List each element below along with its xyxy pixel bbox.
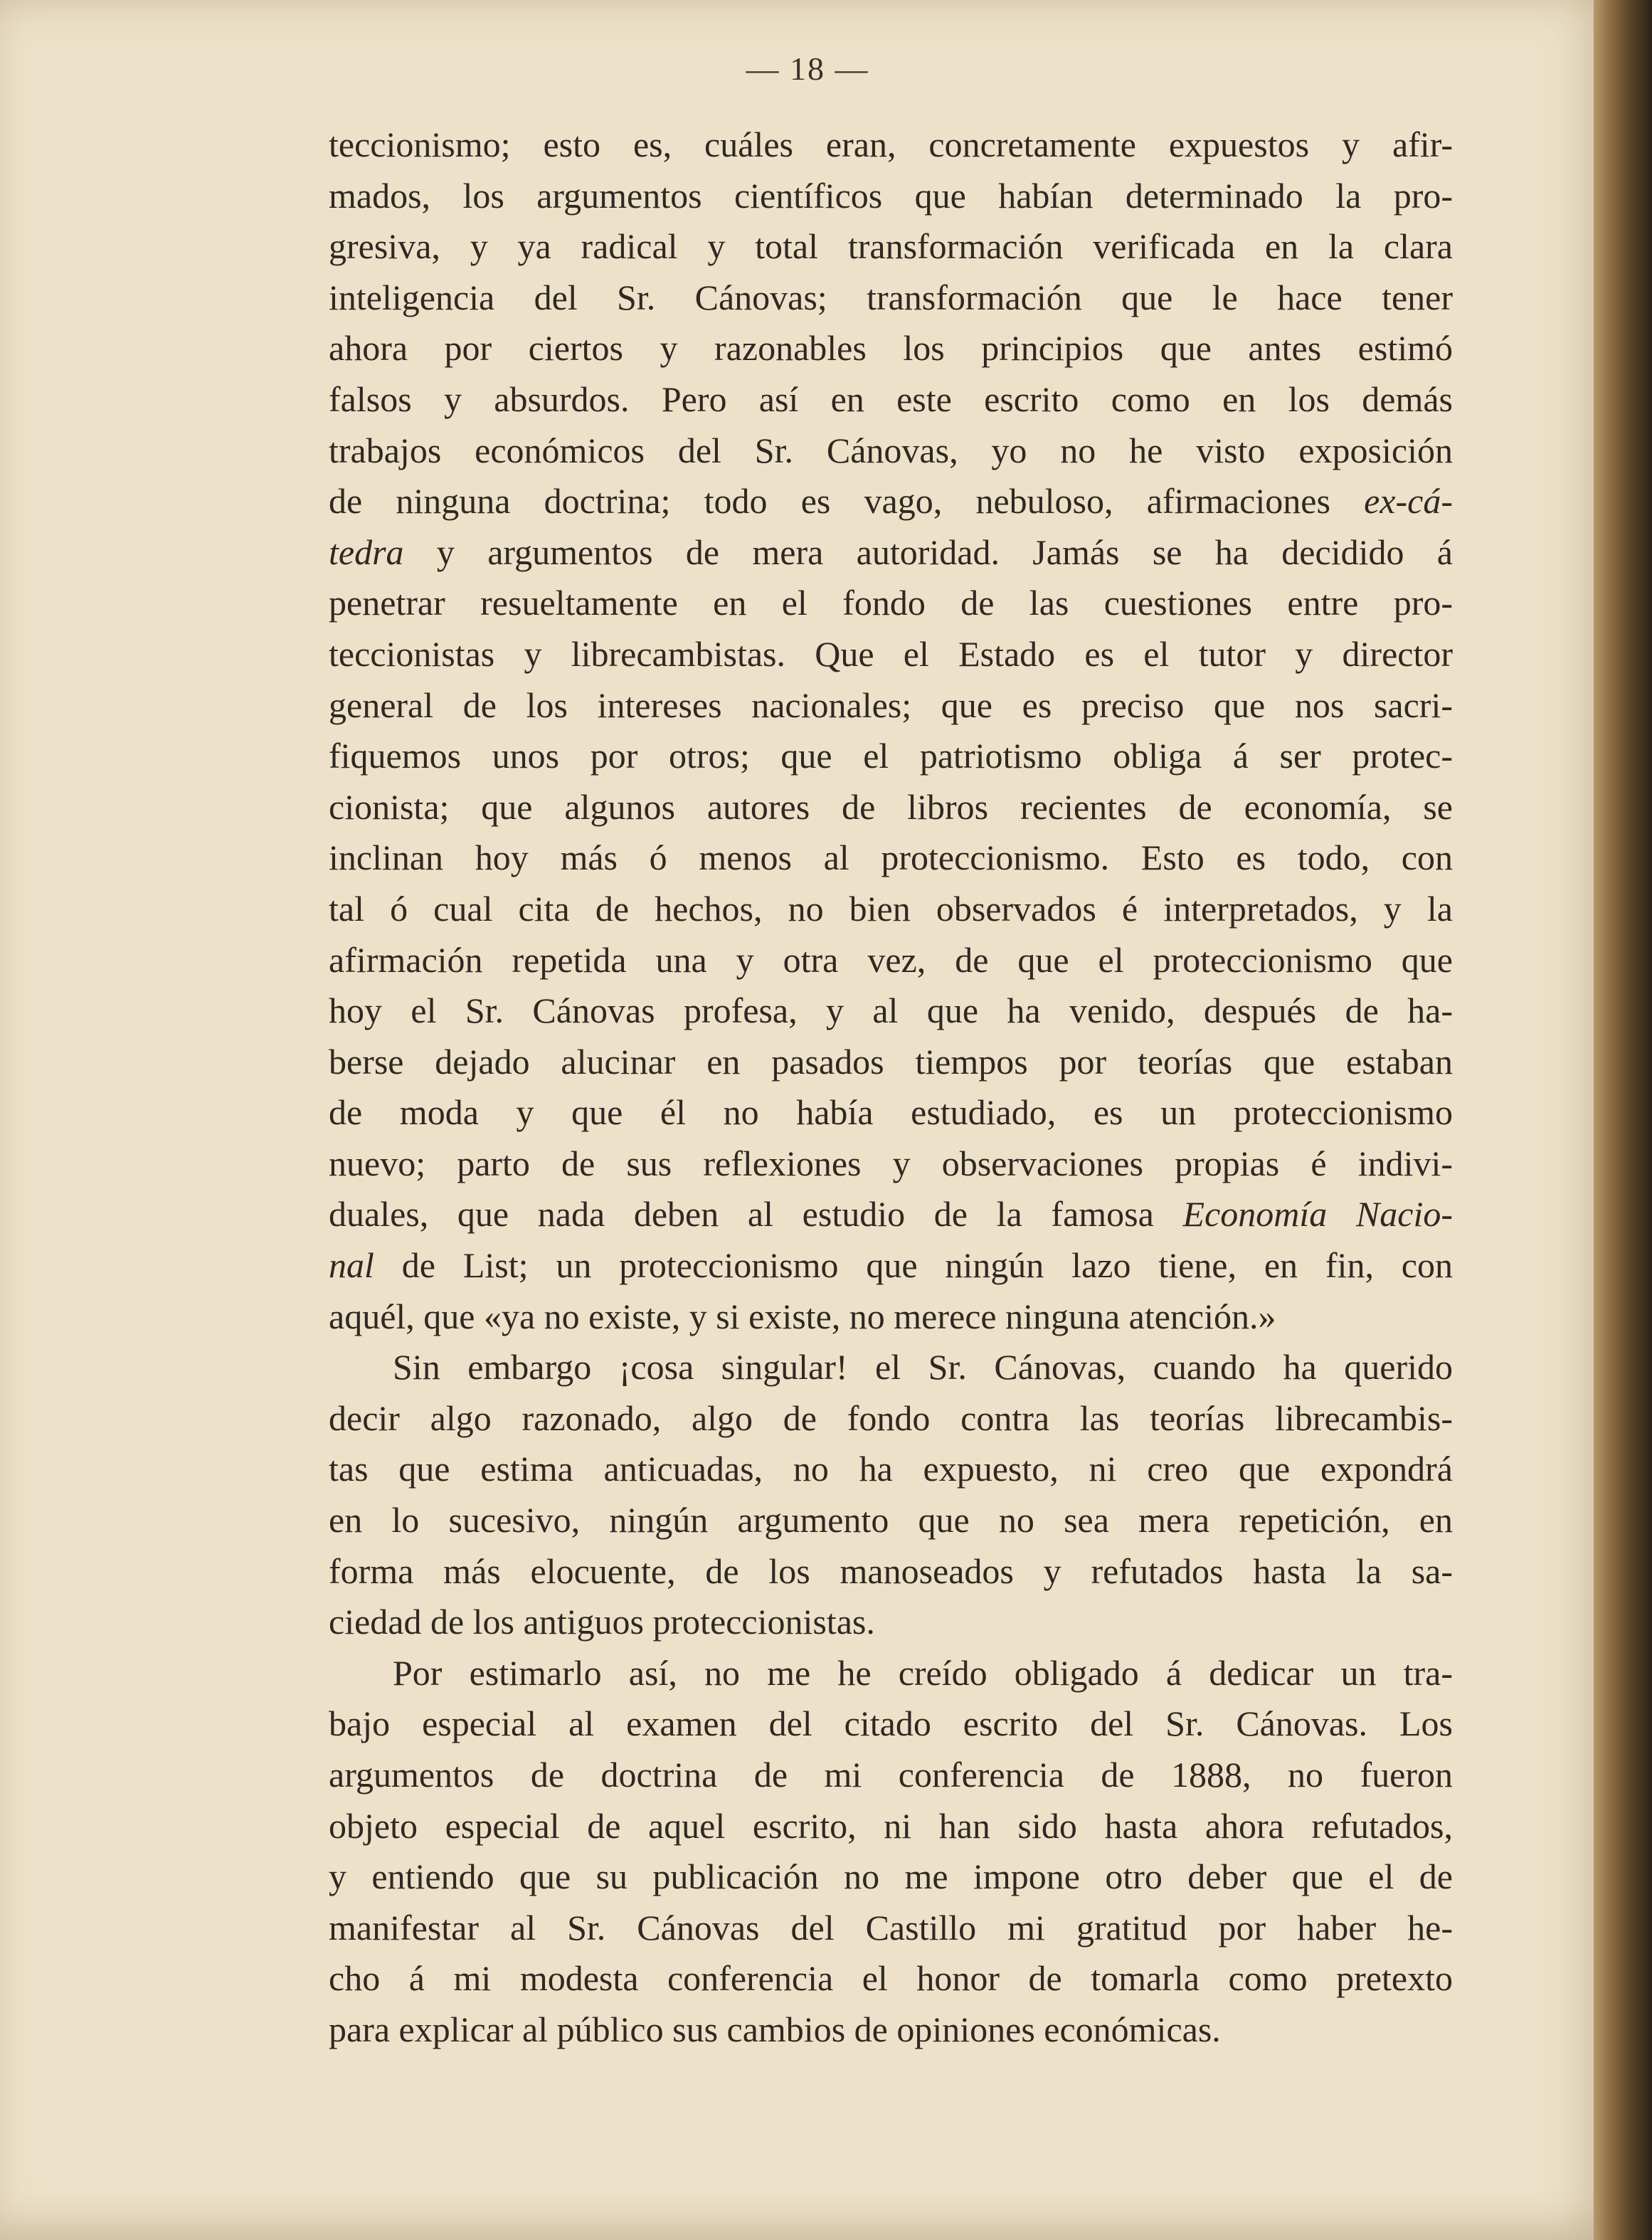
italic-text: nal bbox=[329, 1245, 374, 1286]
italic-text: tedra bbox=[329, 532, 404, 572]
line-text: de moda y que él no había estudiado, es un proteccionismo bbox=[329, 1092, 1453, 1133]
text-line bbox=[329, 1648, 1453, 1699]
line-text: manifestar al Sr. Cánovas del Castillo mi gratitud por haber he- bbox=[329, 1907, 1453, 1948]
text-line bbox=[329, 935, 1453, 986]
text-line bbox=[329, 1189, 1453, 1240]
text-line bbox=[329, 273, 1453, 324]
line-text: objeto especial de aquel escrito, ni han sido hasta ahora refutados, bbox=[329, 1805, 1453, 1846]
text-line bbox=[329, 731, 1453, 782]
line-text: de List; un proteccionismo que ningún lazo tiene, en fin, con bbox=[374, 1245, 1453, 1286]
text-line bbox=[329, 1342, 1453, 1393]
line-text: fiquemos unos por otros; que el patriotismo obliga á ser protec- bbox=[329, 736, 1453, 776]
line-text: berse dejado alucinar en pasados tiempos por teorías que estaban bbox=[329, 1041, 1453, 1082]
text-line bbox=[329, 120, 1453, 171]
text-line bbox=[329, 680, 1453, 731]
line-text: teccionismo; esto es, cuáles eran, concretamente expuestos y afir- bbox=[329, 125, 1453, 164]
text-line bbox=[329, 1240, 1453, 1291]
text-line bbox=[329, 1699, 1453, 1750]
line-text: Por estimarlo así, no me he creído obligado á dedicar un tra- bbox=[393, 1652, 1453, 1693]
line-text: tas que estima anticuadas, no ha expuesto, ni creo que expondrá bbox=[329, 1449, 1453, 1489]
text-line bbox=[329, 1495, 1453, 1546]
text-line bbox=[329, 782, 1453, 833]
text-line bbox=[329, 476, 1453, 527]
line-text: cho á mi modesta conferencia el honor de tomarla como pretexto bbox=[329, 1958, 1453, 1999]
text-line bbox=[329, 884, 1453, 935]
text-line bbox=[329, 1851, 1453, 1903]
line-text: gresiva, y ya radical y total transformación verificada en la clara bbox=[329, 226, 1453, 267]
line-text: argumentos de doctrina de mi conferencia de 1888, no fueron bbox=[329, 1755, 1453, 1795]
text-line bbox=[329, 171, 1453, 222]
line-text: y argumentos de mera autoridad. Jamás se ha decidido á bbox=[403, 532, 1453, 572]
line-text: mados, los argumentos científicos que habían determinado la pro- bbox=[329, 175, 1453, 216]
line-text: afirmación repetida una y otra vez, de que el proteccionismo que bbox=[329, 939, 1453, 980]
line-text: Sin embargo ¡cosa singular! el Sr. Cánovas, cuando ha querido bbox=[393, 1347, 1453, 1388]
text-line bbox=[329, 1903, 1453, 1954]
line-text: falsos y absurdos. Pero así en este escrito como en los demás bbox=[329, 379, 1453, 419]
line-text: tal ó cual cita de hechos, no bien observados é interpretados, y la bbox=[329, 888, 1453, 929]
line-text: forma más elocuente, de los manoseados y refutados hasta la sa- bbox=[329, 1550, 1453, 1591]
line-text: penetrar resueltamente en el fondo de las cuestiones entre pro- bbox=[329, 583, 1453, 623]
line-text: para explicar al público sus cambios de opiniones económicas. bbox=[329, 2009, 1221, 2049]
line-text: hoy el Sr. Cánovas profesa, y al que ha venido, después de ha- bbox=[329, 990, 1453, 1031]
text-line bbox=[329, 629, 1453, 680]
text-line bbox=[329, 1393, 1453, 1444]
body-text bbox=[329, 120, 1453, 2056]
italic-text: Economía Nacio- bbox=[1182, 1194, 1453, 1235]
text-line bbox=[329, 1801, 1453, 1852]
line-text: decir algo razonado, algo de fondo contra las teorías librecambis- bbox=[329, 1398, 1453, 1438]
line-text: trabajos económicos del Sr. Cánovas, yo no he visto exposición bbox=[329, 430, 1453, 470]
line-text: nuevo; parto de sus reflexiones y observaciones propias é indivi- bbox=[329, 1143, 1453, 1183]
line-text: teccionistas y librecambistas. Que el Estado es el tutor y director bbox=[329, 633, 1453, 674]
text-line bbox=[329, 374, 1453, 426]
line-text: bajo especial al examen del citado escrito del Sr. Cánovas. Los bbox=[329, 1703, 1453, 1744]
text-line bbox=[329, 1953, 1453, 2004]
text-line bbox=[329, 1087, 1453, 1139]
italic-text: ex-cá- bbox=[1364, 481, 1453, 522]
text-line bbox=[329, 323, 1453, 374]
line-text: cionista; que algunos autores de libros recientes de economía, se bbox=[329, 786, 1453, 827]
text-line bbox=[329, 1444, 1453, 1495]
line-text: ahora por ciertos y razonables los principios que antes estimó bbox=[329, 328, 1453, 369]
line-text: inclinan hoy más ó menos al proteccionismo. Esto es todo, con bbox=[329, 838, 1453, 878]
text-line bbox=[329, 1139, 1453, 1190]
line-text: inteligencia del Sr. Cánovas; transformación que le hace tener bbox=[329, 277, 1453, 317]
line-text: y entiendo que su publicación no me impone otro deber que el de bbox=[329, 1856, 1453, 1897]
text-line bbox=[329, 578, 1453, 629]
line-text: en lo sucesivo, ningún argumento que no sea mera repetición, en bbox=[329, 1500, 1453, 1541]
text-line bbox=[329, 527, 1453, 579]
text-line bbox=[329, 1597, 1453, 1648]
line-text: general de los intereses nacionales; que es preciso que nos sacri- bbox=[329, 685, 1453, 725]
text-line bbox=[329, 1546, 1453, 1597]
page-number: — 18 — bbox=[746, 51, 869, 87]
text-line bbox=[329, 221, 1453, 273]
text-line bbox=[329, 1037, 1453, 1088]
line-text: ciedad de los antiguos proteccionistas. bbox=[329, 1602, 875, 1642]
text-line bbox=[329, 426, 1453, 477]
text-line bbox=[329, 833, 1453, 884]
text-line bbox=[329, 986, 1453, 1037]
line-text: aquél, que «ya no existe, y si existe, no merece ninguna atención.» bbox=[329, 1296, 1276, 1336]
line-text: duales, que nada deben al estudio de la famosa bbox=[329, 1194, 1183, 1235]
text-line bbox=[329, 1291, 1453, 1343]
book-spine-edge bbox=[1594, 0, 1652, 2240]
line-text: de ninguna doctrina; todo es vago, nebuloso, afirmaciones bbox=[329, 481, 1365, 522]
text-line bbox=[329, 1750, 1453, 1801]
text-line bbox=[329, 2004, 1453, 2056]
